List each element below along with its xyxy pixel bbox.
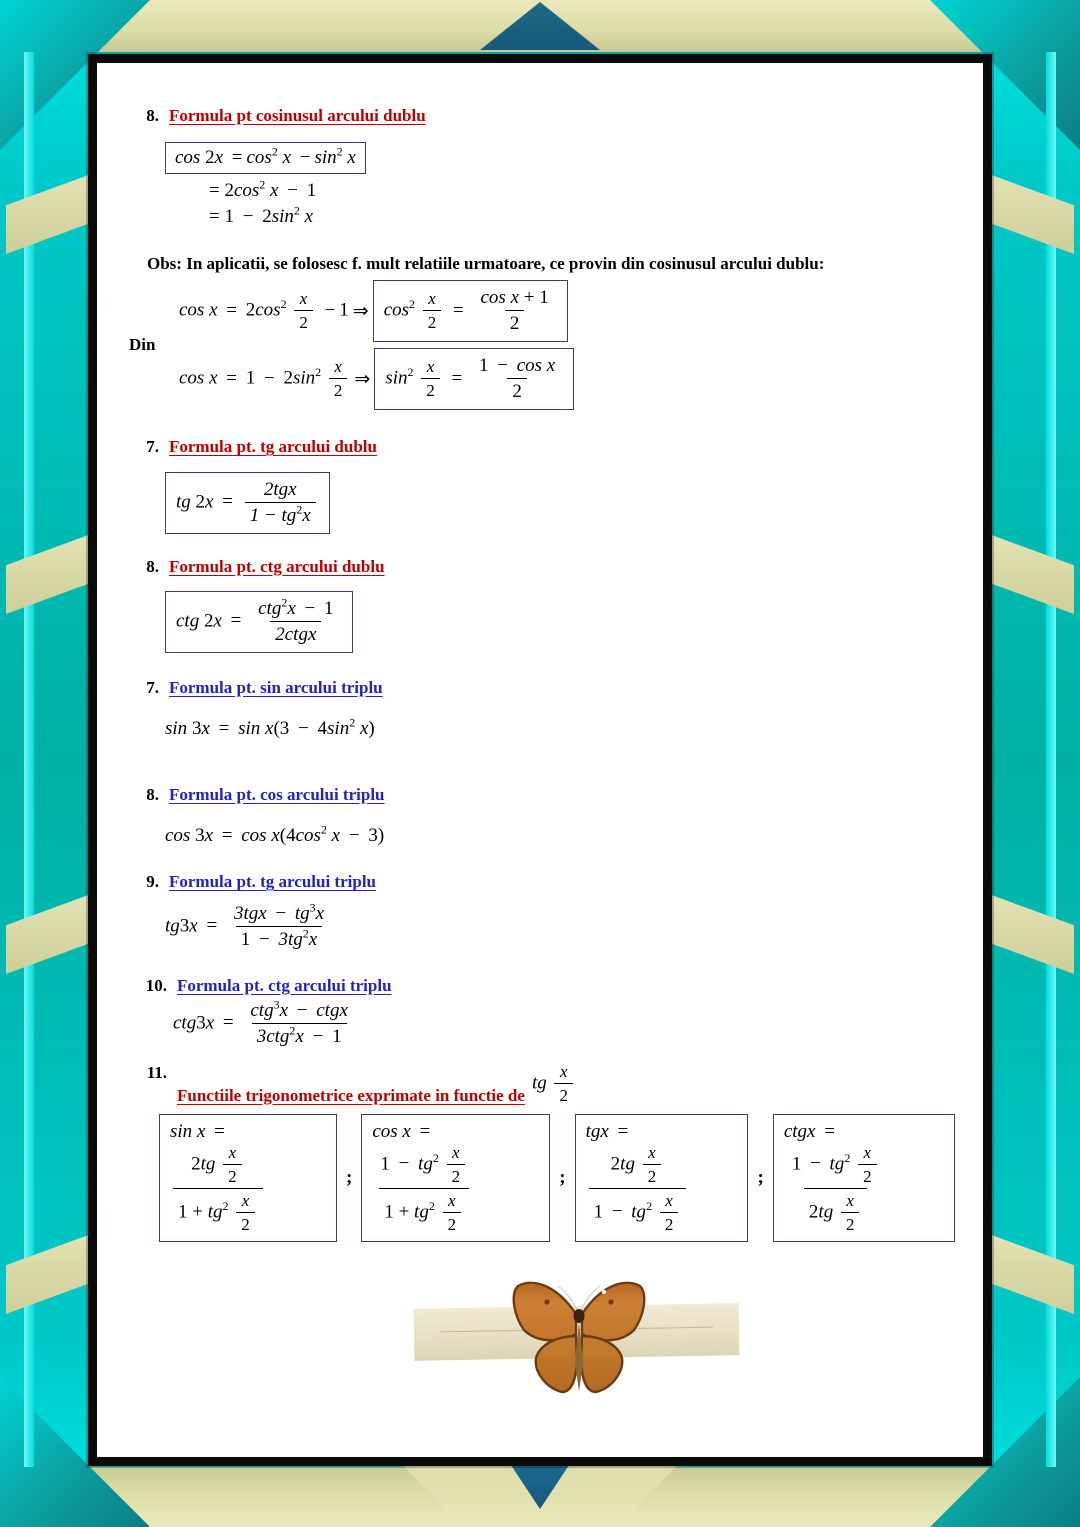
section-cos-double: [129, 105, 955, 126]
ctg-double-formula-wrap: [165, 591, 955, 653]
section-title: Formula pt. ctg arcului triplu: [177, 975, 392, 995]
document-page: [88, 54, 992, 1466]
derivation-2-arrow: ⇒: [354, 368, 371, 390]
section-number: 9.: [146, 872, 159, 892]
frame-stripe-right-3: [978, 890, 1074, 974]
section-title: Formula pt cosinusul arcului dublu: [169, 106, 426, 125]
din-label: Din: [129, 335, 156, 355]
section-tg-triple: [129, 871, 955, 892]
section-title: Formula pt. tg arcului triplu: [169, 872, 376, 892]
boxed-halfangle-cos2: $\cos^2$ $\frac{x}{2}$ = $\frac{\text{cos x + 1}}{2}$: [373, 280, 568, 342]
frame-stripe-right-1: [978, 170, 1074, 254]
cos-double-formula-group: [165, 142, 955, 228]
frame-stripe-right-2: [978, 530, 1074, 614]
boxed-halfangle-tg: tgx = 2tg $\frac{x}{2}$ $1 - tg^2$ $\frac{x}{2}$: [575, 1114, 749, 1242]
section-title: Formula pt. ctg arcului dublu: [169, 556, 385, 576]
derivation-row-1: [179, 280, 574, 342]
section-ctg-double: [129, 556, 955, 577]
separator-semicolon: ;: [346, 1166, 353, 1188]
frame-right-glow: [1046, 52, 1056, 1467]
boxed-formula-tg2x: tg 2x = $\frac{\text{2tgx}}{1 - tg^2x}$: [165, 472, 330, 534]
butterfly-illustration-area: [129, 1258, 955, 1423]
section-title: Formula pt. sin arcului triplu: [169, 677, 383, 697]
derivation-row-2: [179, 348, 574, 410]
boxed-formula-cos2x: $\cos 2x = \cos^2 x - \sin^2 x$: [165, 142, 366, 174]
section-number: 11.: [146, 1062, 167, 1082]
section-sin-triple: [129, 677, 955, 698]
separator-semicolon: ;: [559, 1166, 566, 1188]
derivation-1-arrow: ⇒: [352, 300, 369, 322]
formula-sin3x: $\sin 3x = \sin x(3 - 4\sin^2$ x): [165, 715, 375, 739]
boxed-halfangle-cos: cos x = $1 - tg^2$ $\frac{x}{2}$ $1 + tg^2$ $\frac{x}{2}$: [361, 1114, 550, 1242]
section-number: 8.: [146, 785, 159, 804]
obs-text: Obs: In aplicatii, se folosesc f. mult relatiile urmatoare, ce provin din cosinusul arcului dublu:: [147, 254, 825, 274]
boxed-halfangle-ctg: ctgx = $1 - tg^2$ $\frac{x}{2}$ 2tg $\frac{x}{2}$: [773, 1114, 955, 1242]
page-content: [97, 63, 983, 1423]
boxed-formula-ctg2x: ctg 2x = $\frac{ctg^2x - 1}{\text{2ctgx}}$: [165, 591, 353, 653]
boxed-halfangle-sin2: $\sin^2$ $\frac{x}{2}$ = $\frac{\text{1 − cos x}}{2}$: [374, 348, 574, 410]
section-number: 10.: [145, 975, 167, 995]
separator-semicolon: ;: [757, 1166, 764, 1188]
tg-double-formula-wrap: [165, 472, 955, 534]
derivation-1-left: $\cos x = 2\cos^2$ $\frac{x}{2}$ − 1: [179, 289, 349, 333]
section-halfangle: [129, 1062, 955, 1106]
formula-cos3x: $\cos 3x = \cos x(4\cos^2$ x − 3): [165, 822, 385, 847]
section-title-suffix-math: tg $\frac{x}{2}$: [532, 1062, 576, 1106]
formula-ctg3x: ctg3x = $\frac{ctg^3x - ctgx}{3ctg^2x - 1}$: [173, 997, 348, 1047]
section-number: 8.: [146, 106, 159, 125]
section-title: Formula pt. cos arcului triplu: [169, 785, 385, 804]
section-number: 7.: [146, 677, 159, 697]
derivation-2-left: $\cos x = 1 - 2\sin^2$ $\frac{x}{2}$: [179, 357, 350, 401]
section-number: 7.: [146, 437, 159, 457]
section-number: 8.: [146, 556, 159, 576]
frame-stripe-right-4: [978, 1230, 1074, 1314]
cos-double-line-3: = $1 - 2\sin^2$ x: [209, 203, 314, 228]
halfangle-boxes: [159, 1114, 955, 1242]
cos-double-line-2: = $2\cos^2$ x − 1: [209, 177, 317, 202]
section-title: Formula pt. tg arcului dublu: [169, 437, 377, 457]
section-ctg-triple: [129, 975, 955, 996]
frame-left-glow: [24, 52, 34, 1467]
butterfly-icon: [484, 1266, 674, 1406]
formula-tg3x: tg3x = $\frac{3tgx - tg^3x}{1 - 3tg^2x}$: [165, 900, 325, 950]
section-tg-double: [129, 436, 955, 457]
boxed-halfangle-sin: sin x = 2tg $\frac{x}{2}$ $1 + tg^2$ $\frac{x}{2}$: [159, 1114, 337, 1242]
section-title: Functiile trigonometrice exprimate in functie de: [177, 1085, 525, 1105]
section-cos-triple: [129, 784, 955, 805]
din-derivations: [129, 280, 955, 410]
